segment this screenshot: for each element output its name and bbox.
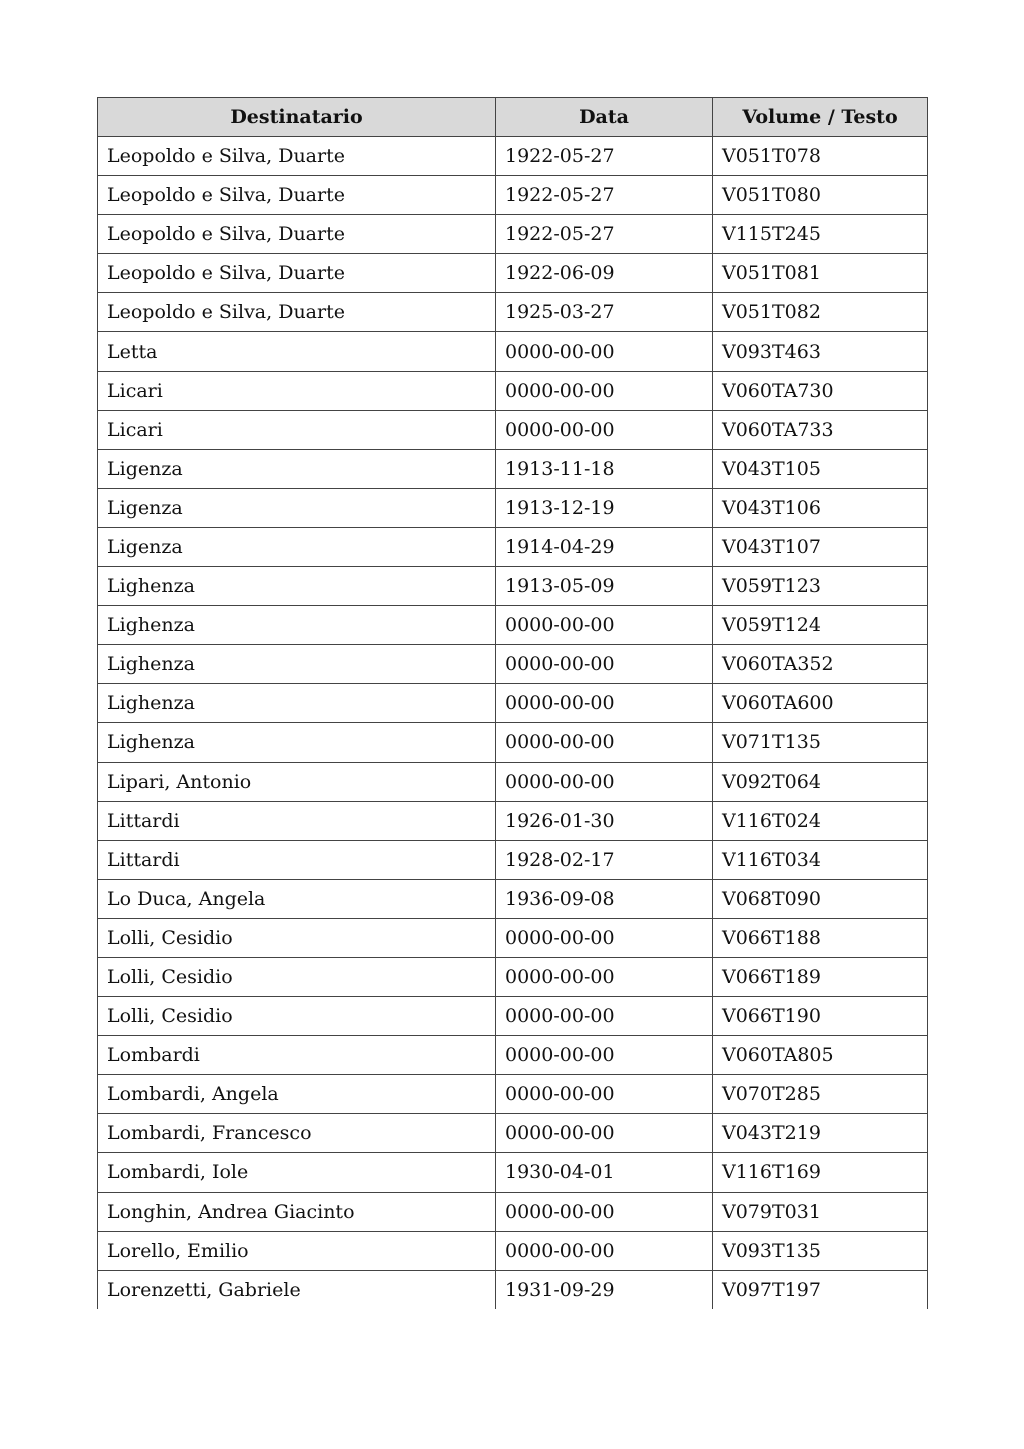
cell-volume-testo: V116T034 [713,840,928,879]
cell-data: 0000-00-00 [496,1231,713,1270]
cell-volume-testo: V079T031 [713,1192,928,1231]
cell-data: 1922-05-27 [496,137,713,176]
cell-destinatario: Lipari, Antonio [98,762,496,801]
cell-destinatario: Leopoldo e Silva, Duarte [98,293,496,332]
cell-destinatario: Lolli, Cesidio [98,957,496,996]
cell-volume-testo: V051T081 [713,254,928,293]
cell-destinatario: Licari [98,410,496,449]
cell-data: 1913-11-18 [496,449,713,488]
cell-data: 1914-04-29 [496,527,713,566]
cell-data: 1926-01-30 [496,801,713,840]
table-row [98,1192,928,1231]
cell-data: 1931-09-29 [496,1270,713,1309]
cell-destinatario: Lombardi, Angela [98,1075,496,1114]
cell-volume-testo: V115T245 [713,215,928,254]
cell-data: 1928-02-17 [496,840,713,879]
table-row [98,215,928,254]
table-row [98,684,928,723]
cell-destinatario: Ligenza [98,488,496,527]
cell-data: 0000-00-00 [496,410,713,449]
cell-destinatario: Lombardi, Francesco [98,1114,496,1153]
table-header-row [98,98,928,137]
cell-data: 0000-00-00 [496,1192,713,1231]
table-row [98,137,928,176]
cell-data: 1913-05-09 [496,567,713,606]
cell-destinatario: Leopoldo e Silva, Duarte [98,215,496,254]
cell-volume-testo: V066T188 [713,918,928,957]
cell-data: 0000-00-00 [496,957,713,996]
table-row [98,332,928,371]
cell-volume-testo: V060TA730 [713,371,928,410]
cell-volume-testo: V116T024 [713,801,928,840]
cell-destinatario: Leopoldo e Silva, Duarte [98,137,496,176]
table-row [98,1153,928,1192]
cell-volume-testo: V116T169 [713,1153,928,1192]
cell-data: 0000-00-00 [496,762,713,801]
cell-destinatario: Licari [98,371,496,410]
cell-data: 1922-06-09 [496,254,713,293]
cell-data: 0000-00-00 [496,1075,713,1114]
cell-destinatario: Leopoldo e Silva, Duarte [98,254,496,293]
cell-volume-testo: V060TA805 [713,1036,928,1075]
cell-volume-testo: V051T082 [713,293,928,332]
cell-volume-testo: V093T135 [713,1231,928,1270]
cell-destinatario: Lighenza [98,684,496,723]
cell-volume-testo: V043T219 [713,1114,928,1153]
cell-data: 0000-00-00 [496,332,713,371]
cell-data: 0000-00-00 [496,997,713,1036]
cell-volume-testo: V092T064 [713,762,928,801]
table-row [98,762,928,801]
cell-destinatario: Ligenza [98,449,496,488]
table-row [98,606,928,645]
cell-volume-testo: V051T080 [713,176,928,215]
table-row [98,957,928,996]
table-row [98,449,928,488]
table-row [98,176,928,215]
cell-destinatario: Lorenzetti, Gabriele [98,1270,496,1309]
cell-destinatario: Lorello, Emilio [98,1231,496,1270]
cell-data: 1913-12-19 [496,488,713,527]
cell-volume-testo: V043T106 [713,488,928,527]
table-row [98,410,928,449]
table-row [98,254,928,293]
cell-destinatario: Longhin, Andrea Giacinto [98,1192,496,1231]
cell-destinatario: Lombardi [98,1036,496,1075]
table-body [98,137,928,1310]
cell-volume-testo: V051T078 [713,137,928,176]
cell-data: 1925-03-27 [496,293,713,332]
cell-destinatario: Lolli, Cesidio [98,997,496,1036]
cell-destinatario: Littardi [98,840,496,879]
cell-volume-testo: V060TA600 [713,684,928,723]
cell-volume-testo: V059T124 [713,606,928,645]
cell-destinatario: Lighenza [98,567,496,606]
table-row [98,527,928,566]
table-row [98,801,928,840]
table-row [98,918,928,957]
table-row [98,1075,928,1114]
table-row [98,1036,928,1075]
column-header-destinatario: Destinatario [98,98,496,137]
cell-data: 0000-00-00 [496,606,713,645]
cell-data: 0000-00-00 [496,1114,713,1153]
cell-destinatario: Lighenza [98,723,496,762]
cell-volume-testo: V093T463 [713,332,928,371]
cell-volume-testo: V043T105 [713,449,928,488]
cell-data: 0000-00-00 [496,723,713,762]
table-row [98,293,928,332]
cell-data: 0000-00-00 [496,371,713,410]
table-row [98,645,928,684]
cell-destinatario: Lombardi, Iole [98,1153,496,1192]
cell-data: 1922-05-27 [496,215,713,254]
table-row [98,997,928,1036]
cell-data: 0000-00-00 [496,645,713,684]
cell-destinatario: Ligenza [98,527,496,566]
table-row [98,371,928,410]
table-row [98,879,928,918]
cell-volume-testo: V071T135 [713,723,928,762]
cell-volume-testo: V068T090 [713,879,928,918]
table-row [98,567,928,606]
cell-data: 0000-00-00 [496,684,713,723]
cell-destinatario: Letta [98,332,496,371]
letters-table [97,97,928,1309]
column-header-data: Data [496,98,713,137]
cell-data: 1936-09-08 [496,879,713,918]
cell-volume-testo: V060TA352 [713,645,928,684]
cell-destinatario: Littardi [98,801,496,840]
cell-volume-testo: V060TA733 [713,410,928,449]
cell-volume-testo: V097T197 [713,1270,928,1309]
table-row [98,1231,928,1270]
cell-destinatario: Leopoldo e Silva, Duarte [98,176,496,215]
cell-data: 1930-04-01 [496,1153,713,1192]
cell-data: 0000-00-00 [496,918,713,957]
cell-volume-testo: V066T189 [713,957,928,996]
table-row [98,840,928,879]
table-row [98,723,928,762]
cell-destinatario: Lo Duca, Angela [98,879,496,918]
cell-destinatario: Lighenza [98,606,496,645]
cell-data: 1922-05-27 [496,176,713,215]
cell-volume-testo: V070T285 [713,1075,928,1114]
cell-volume-testo: V059T123 [713,567,928,606]
table-row [98,1114,928,1153]
cell-volume-testo: V066T190 [713,997,928,1036]
table-row [98,488,928,527]
cell-data: 0000-00-00 [496,1036,713,1075]
column-header-volume-testo: Volume / Testo [713,98,928,137]
cell-destinatario: Lighenza [98,645,496,684]
cell-destinatario: Lolli, Cesidio [98,918,496,957]
cell-volume-testo: V043T107 [713,527,928,566]
table-row [98,1270,928,1309]
